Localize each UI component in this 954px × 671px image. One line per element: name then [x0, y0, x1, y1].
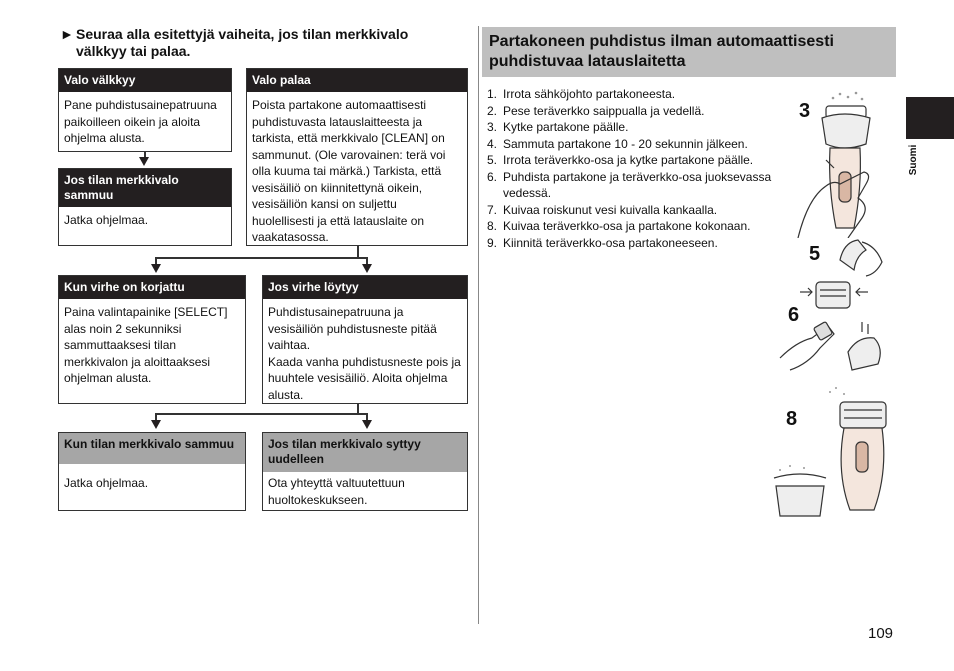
page-number: 109: [868, 625, 894, 642]
flow-box-title: Jos tilan merkkivalo syttyy uudelleen: [263, 433, 467, 472]
connector-line: [155, 413, 367, 415]
flow-box-body: Puhdistusainepatruuna ja vesisäiliön puhdistusneste pitää vaihtaa. Kaada vanha puhdistusneste pois ja huuhtele vesisäiliö. Aloita ohjelma alusta.: [268, 305, 461, 402]
list-item: 4. Sammuta partakone 10 - 20 sekunnin jälkeen.: [487, 136, 748, 151]
flow-box-title: Valo palaa: [247, 69, 467, 92]
list-item: 6. Puhdista partakone ja teräverkko-osa juoksevassa vedessä.: [487, 169, 772, 200]
cutter-removal-illustration: [836, 236, 886, 280]
shaver-hand-illustration: [778, 88, 898, 238]
flow-box-body: Pane puhdistusainepatruuna paikoilleen oikein ja aloita ohjelma alusta.: [64, 98, 217, 145]
flow-box-title: Jos virhe löytyy: [263, 276, 467, 299]
dry-shaver-illustration: [770, 382, 890, 520]
list-item: 1. Irrota sähköjohto partakoneesta.: [487, 87, 676, 101]
flow-box-title: Valo välkkyy: [59, 69, 231, 92]
flow-box-error-found: [262, 275, 468, 404]
rinse-illustration: [778, 312, 888, 374]
flow-box-body: Jatka ohjelmaa.: [64, 476, 149, 490]
arrow-down-icon: [151, 264, 161, 273]
flow-box-title: Kun tilan merkkivalo sammuu: [59, 433, 245, 464]
language-tab: [906, 97, 954, 139]
arrow-down-icon: [151, 420, 161, 429]
flow-box-light-off: [58, 168, 232, 246]
figure-number: 6: [788, 304, 800, 326]
arrow-down-icon: [362, 420, 372, 429]
figure-number: 8: [786, 408, 798, 430]
steps-list: [487, 86, 777, 251]
arrow-down-icon: [139, 157, 149, 166]
list-item: 7. Kuivaa roiskunut vesi kuivalla kankaalla.: [487, 202, 718, 217]
flow-box-title: Jos tilan merkkivalo sammuu: [59, 169, 231, 207]
column-divider: [478, 26, 479, 624]
list-item: 3. Kytke partakone päälle.: [487, 120, 629, 134]
cutter-block-illustration: [798, 276, 870, 316]
list-item: 8. Kuivaa teräverkko-osa ja partakone kokonaan.: [487, 219, 751, 233]
triangle-marker-icon: ►: [60, 26, 74, 42]
intro-text: Seuraa alla esitettyjä vaiheita, jos tilan merkkivalo välkkyy tai palaa.: [76, 26, 409, 59]
flow-box-body: Jatka ohjelmaa.: [64, 213, 149, 227]
flow-box-lit: [246, 68, 468, 246]
flow-box-body: Ota yhteyttä valtuutettuun huoltokeskukseen.: [268, 476, 405, 507]
list-item: 9. Kiinnitä teräverkko-osa partakoneeseen.: [487, 235, 718, 250]
flow-box-blinking: [58, 68, 232, 152]
flow-box-title: Kun virhe on korjattu: [59, 276, 245, 299]
arrow-down-icon: [362, 264, 372, 273]
figure-number: 5: [809, 243, 821, 265]
flow-box-fixed: [58, 275, 246, 404]
flow-box-light-again: [262, 432, 468, 511]
figure-number: 3: [799, 100, 811, 122]
connector-line: [155, 257, 367, 259]
flow-box-light-off-final: [58, 432, 246, 511]
list-item: 5. Irrota teräverkko-osa ja kytke partakone päälle.: [487, 153, 754, 167]
language-label: Suomi: [907, 144, 919, 176]
flow-box-body: Paina valintapainike [SELECT] alas noin 2 sekunniksi sammuttaaksesi tilan merkkivalon ja aloittaaksesi ohjelman alusta.: [64, 305, 228, 385]
flow-box-body: Poista partakone automaattisesti puhdistuvasta latauslaitteesta ja tarkista, että merkkivalo [CLEAN] on sammunut. (Ole varovainen: terä voi olla kuuma tai märkä.) Tarkista, että vesisäiliö on kiinnitettynä oikein, vesisäiliön kansi on suljettu huolellisesti ja että latauslaite on vaakatasossa.: [252, 98, 446, 244]
section-heading: Partakoneen puhdistus ilman automaattisesti puhdistuvaa latauslaitetta: [482, 27, 896, 77]
intro-heading: [60, 26, 460, 60]
list-item: 2. Pese teräverkko saippualla ja vedellä.: [487, 103, 705, 118]
